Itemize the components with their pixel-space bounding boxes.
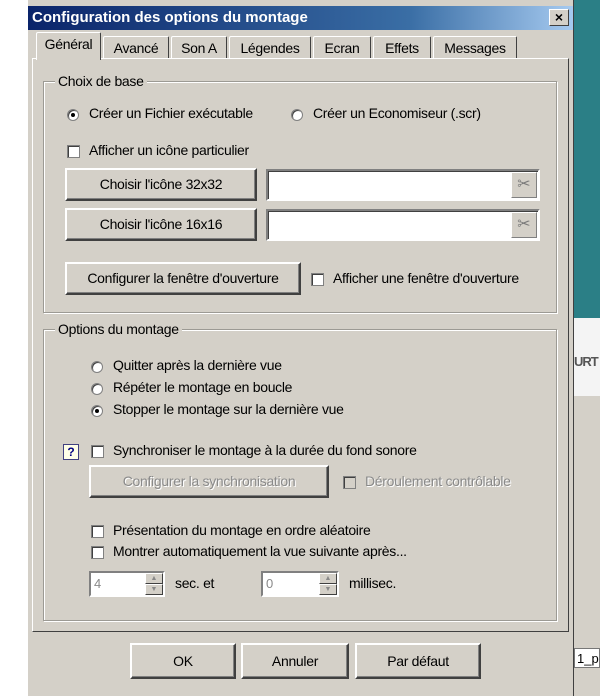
radio-loop[interactable] <box>91 383 103 395</box>
icon-16-path-field[interactable] <box>266 209 540 241</box>
checkbox-auto-next[interactable] <box>91 546 104 559</box>
radio-executable-label: Créer un Fichier exécutable <box>89 105 253 121</box>
checkbox-random-order-label: Présentation du montage en ordre aléatoire <box>113 522 371 538</box>
checkbox-sync-sound-label: Synchroniser le montage à la durée du fond sonore <box>113 442 417 458</box>
radio-screensaver-label: Créer un Economiseur (.scr) <box>313 105 481 121</box>
scissors-icon: ✂ <box>517 216 531 233</box>
seconds-up-button[interactable]: ▲ <box>145 573 163 584</box>
group-basic-label: Choix de base <box>55 73 147 89</box>
choose-icon-16-button[interactable]: Choisir l'icône 16x16 <box>65 208 257 241</box>
close-button[interactable] <box>549 9 569 26</box>
checkbox-auto-next-label: Montrer automatiquement la vue suivante après... <box>113 543 407 559</box>
millisec-down-button[interactable]: ▼ <box>319 584 337 595</box>
radio-quit-after-last[interactable] <box>91 361 103 373</box>
millisec-up-button[interactable]: ▲ <box>319 573 337 584</box>
radio-stop-on-last[interactable] <box>91 405 103 417</box>
browse-icon-32-button[interactable] <box>511 172 537 198</box>
group-options-label: Options du montage <box>55 321 182 337</box>
checkbox-custom-icon[interactable] <box>67 145 80 158</box>
tab-messages[interactable]: Messages <box>433 36 517 58</box>
ok-button[interactable]: OK <box>130 643 236 679</box>
checkbox-custom-icon-label: Afficher un icône particulier <box>89 142 249 158</box>
checkbox-random-order[interactable] <box>91 525 104 538</box>
background-app-field[interactable]: 1_p <box>574 648 600 668</box>
radio-executable[interactable] <box>67 109 79 121</box>
checkbox-show-opening-window[interactable] <box>311 273 324 286</box>
dialog-title: Configuration des options du montage <box>32 9 308 26</box>
checkbox-show-opening-window-label: Afficher une fenêtre d'ouverture <box>333 270 519 286</box>
tab-general[interactable]: Général <box>36 32 101 60</box>
icon-32-path-field[interactable] <box>266 169 540 201</box>
tab-ecran[interactable]: Ecran <box>313 36 371 58</box>
radio-quit-after-last-label: Quitter après la dernière vue <box>113 357 282 373</box>
choose-icon-32-button[interactable]: Choisir l'icône 32x32 <box>65 168 257 201</box>
tab-legendes[interactable]: Légendes <box>229 36 311 58</box>
title-bar[interactable] <box>28 6 573 30</box>
tab-avance[interactable]: Avancé <box>103 36 169 58</box>
millisec-label: millisec. <box>349 575 397 591</box>
tab-son-a[interactable]: Son A <box>171 36 227 58</box>
background-app-text: URT <box>574 354 598 369</box>
default-button[interactable]: Par défaut <box>355 643 481 679</box>
configure-sync-button[interactable]: Configurer la synchronisation <box>89 465 329 498</box>
close-icon: × <box>554 9 564 25</box>
radio-screensaver[interactable] <box>291 109 303 121</box>
help-icon[interactable]: ? <box>63 444 79 460</box>
tab-panel-general <box>32 58 569 632</box>
config-dialog <box>28 0 574 696</box>
background-app-image <box>572 0 600 318</box>
checkbox-scroll-control[interactable] <box>343 476 356 489</box>
seconds-down-button[interactable]: ▼ <box>145 584 163 595</box>
scissors-icon: ✂ <box>517 176 531 193</box>
tab-effets[interactable]: Effets <box>373 36 431 58</box>
checkbox-sync-sound[interactable] <box>91 445 104 458</box>
millisec-value: 0 <box>266 576 274 591</box>
seconds-value: 4 <box>94 576 102 591</box>
radio-stop-on-last-label: Stopper le montage sur la dernière vue <box>113 401 344 417</box>
configure-opening-window-button[interactable]: Configurer la fenêtre d'ouverture <box>65 262 301 295</box>
radio-loop-label: Répéter le montage en boucle <box>113 379 293 395</box>
cancel-button[interactable]: Annuler <box>241 643 349 679</box>
browse-icon-16-button[interactable] <box>511 212 537 238</box>
seconds-label: sec. et <box>175 575 215 591</box>
checkbox-scroll-control-label: Déroulement contrôlable <box>365 473 511 489</box>
